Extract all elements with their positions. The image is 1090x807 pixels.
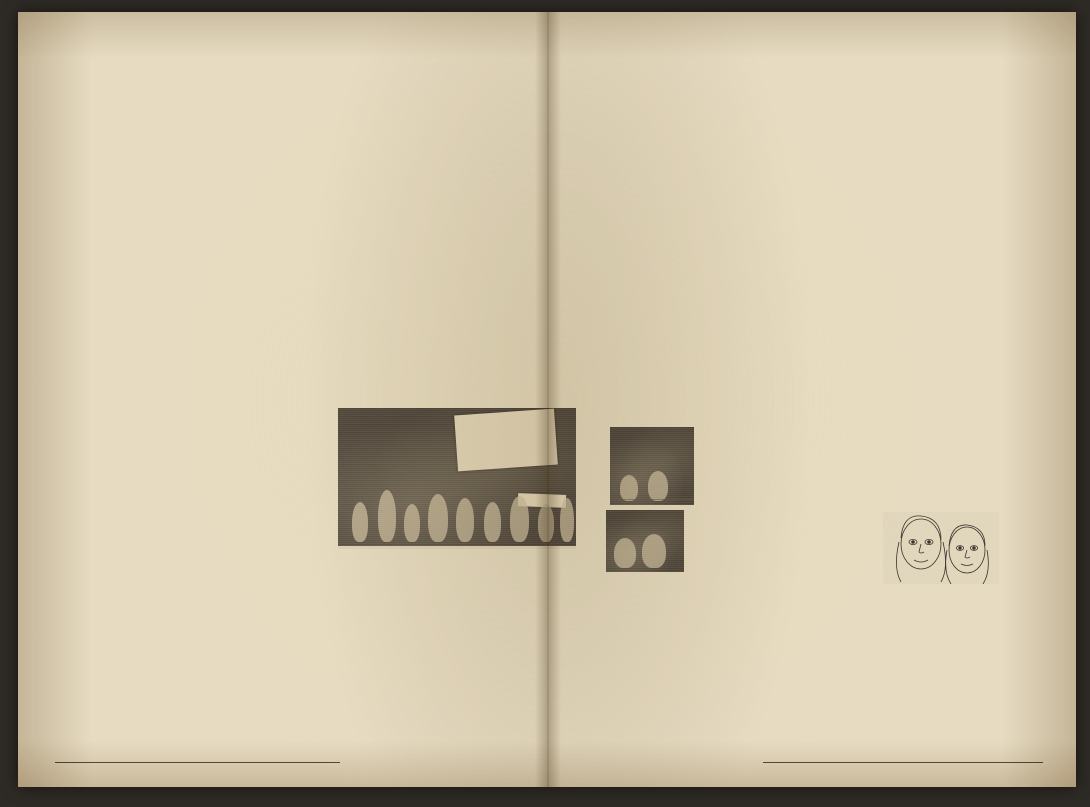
right-page-footer (748, 762, 1048, 763)
left-page-footer (50, 762, 350, 763)
pat-oshane-column-4 (421, 572, 539, 757)
pat-oshane-column-3 (295, 572, 413, 757)
equal-pay-photo-caption (338, 546, 576, 549)
iwd-1994-column-4 (934, 200, 1042, 495)
solidarity-column-1 (606, 578, 716, 758)
equal-pay-protest-photo (338, 408, 576, 546)
iwd-1994-column-3 (820, 200, 926, 495)
pat-oshane-column-2 (168, 572, 286, 757)
iwd-solidarity-photo (606, 510, 684, 572)
iwd-rally-night-photo (610, 427, 694, 505)
left-page (18, 12, 548, 787)
proud-history-column-1 (76, 216, 304, 546)
solidarity-column-2 (726, 524, 796, 758)
right-page (548, 12, 1076, 787)
solidarity-column-5 (946, 524, 1042, 758)
solidarity-column-3 (806, 524, 876, 758)
pat-oshane-column-1 (50, 672, 160, 757)
iwd-1994-column-2 (706, 240, 812, 495)
newspaper-spread-scan (18, 12, 1076, 787)
